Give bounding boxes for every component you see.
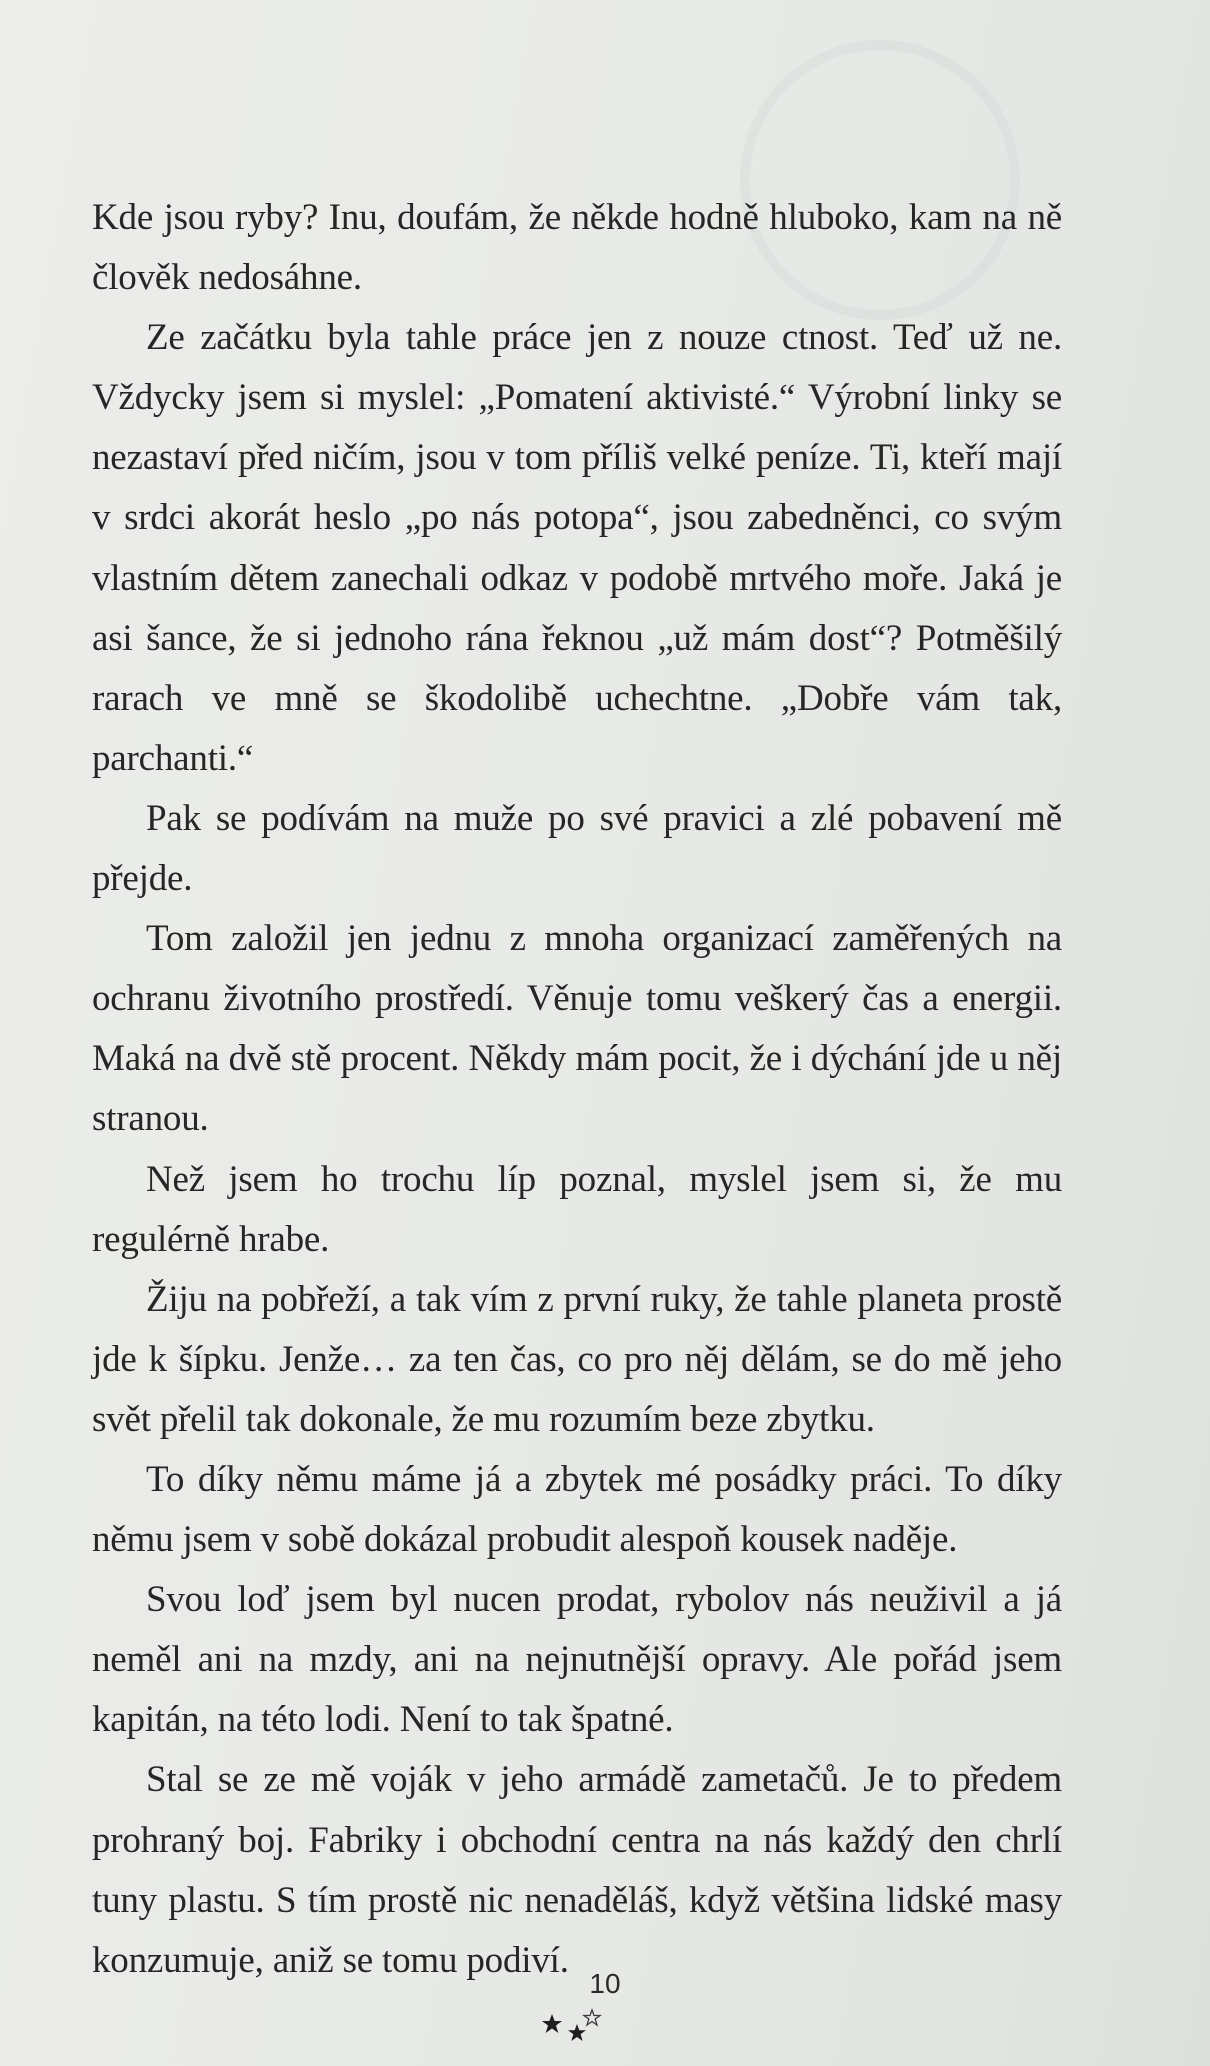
three-stars-icon bbox=[540, 2008, 610, 2048]
paragraph: Stal se ze mě voják v jeho armádě zametačů. Je to předem prohraný boj. Fabriky i obchodní centra na nás každý den chrlí tuny plastu. S tím prostě nic nenaděláš, když většina lidské masy konzumuje, aniž se tomu podiví. bbox=[92, 1759, 1062, 1981]
paragraph: Tom založil jen jednu z mnoha organizací zaměřených na ochranu životního prostředí. Věnuje tomu veškerý čas a energii. Maká na dvě stě procent. Někdy mám pocit, že i dýchání jde u něj stranou. bbox=[92, 918, 1062, 1140]
paragraph: To díky němu máme já a zbytek mé posádky práci. To díky němu jsem v sobě dokázal probudit alespoň kousek naděje. bbox=[92, 1458, 1062, 1561]
paragraph: Pak se podívám na muže po své pravici a zlé pobavení mě přejde. bbox=[92, 797, 1062, 900]
paragraph: Než jsem ho trochu líp poznal, myslel jsem si, že mu regulérně hrabe. bbox=[92, 1158, 1062, 1260]
paragraph: Svou loď jsem byl nucen prodat, rybolov nás neuživil a já neměl ani na mzdy, ani na nejnutnější opravy. Ale pořád jsem kapitán, na této lodi. Není to tak špatné. bbox=[92, 1579, 1062, 1741]
page-number: 10 bbox=[589, 1968, 621, 1999]
page-footer bbox=[0, 1968, 1210, 2000]
body-text bbox=[92, 188, 1062, 1991]
paragraph: Žiju na pobřeží, a tak vím z první ruky, že tahle planeta prostě jde k šípku. Jenže… za ten čas, co pro něj dělám, se do mě jeho svět přelil tak dokonale, že mu rozumím beze zbytku. bbox=[92, 1278, 1062, 1440]
paragraph: Ze začátku byla tahle práce jen z nouze ctnost. Teď už ne. Vždycky jsem si myslel: „Pomatení aktivisté.“ Výrobní linky se nezastaví před ničím, jsou v tom příliš velké peníze. Ti, kteří mají v srdci akorát heslo „po nás potopa“, jsou zabedněnci, co svým vlastním dětem zanechali odkaz v podobě mrtvého moře. Jaká je asi šance, že si jednoho rána řeknou „už mám dost“? Potměšilý rarach ve mně se škodolibě uchechtne. „Dobře vám tak, parchanti.“ bbox=[92, 317, 1062, 779]
paragraph: Kde jsou ryby? Inu, doufám, že někde hodně hluboko, kam na ně člověk nedosáhne. bbox=[92, 197, 1062, 299]
